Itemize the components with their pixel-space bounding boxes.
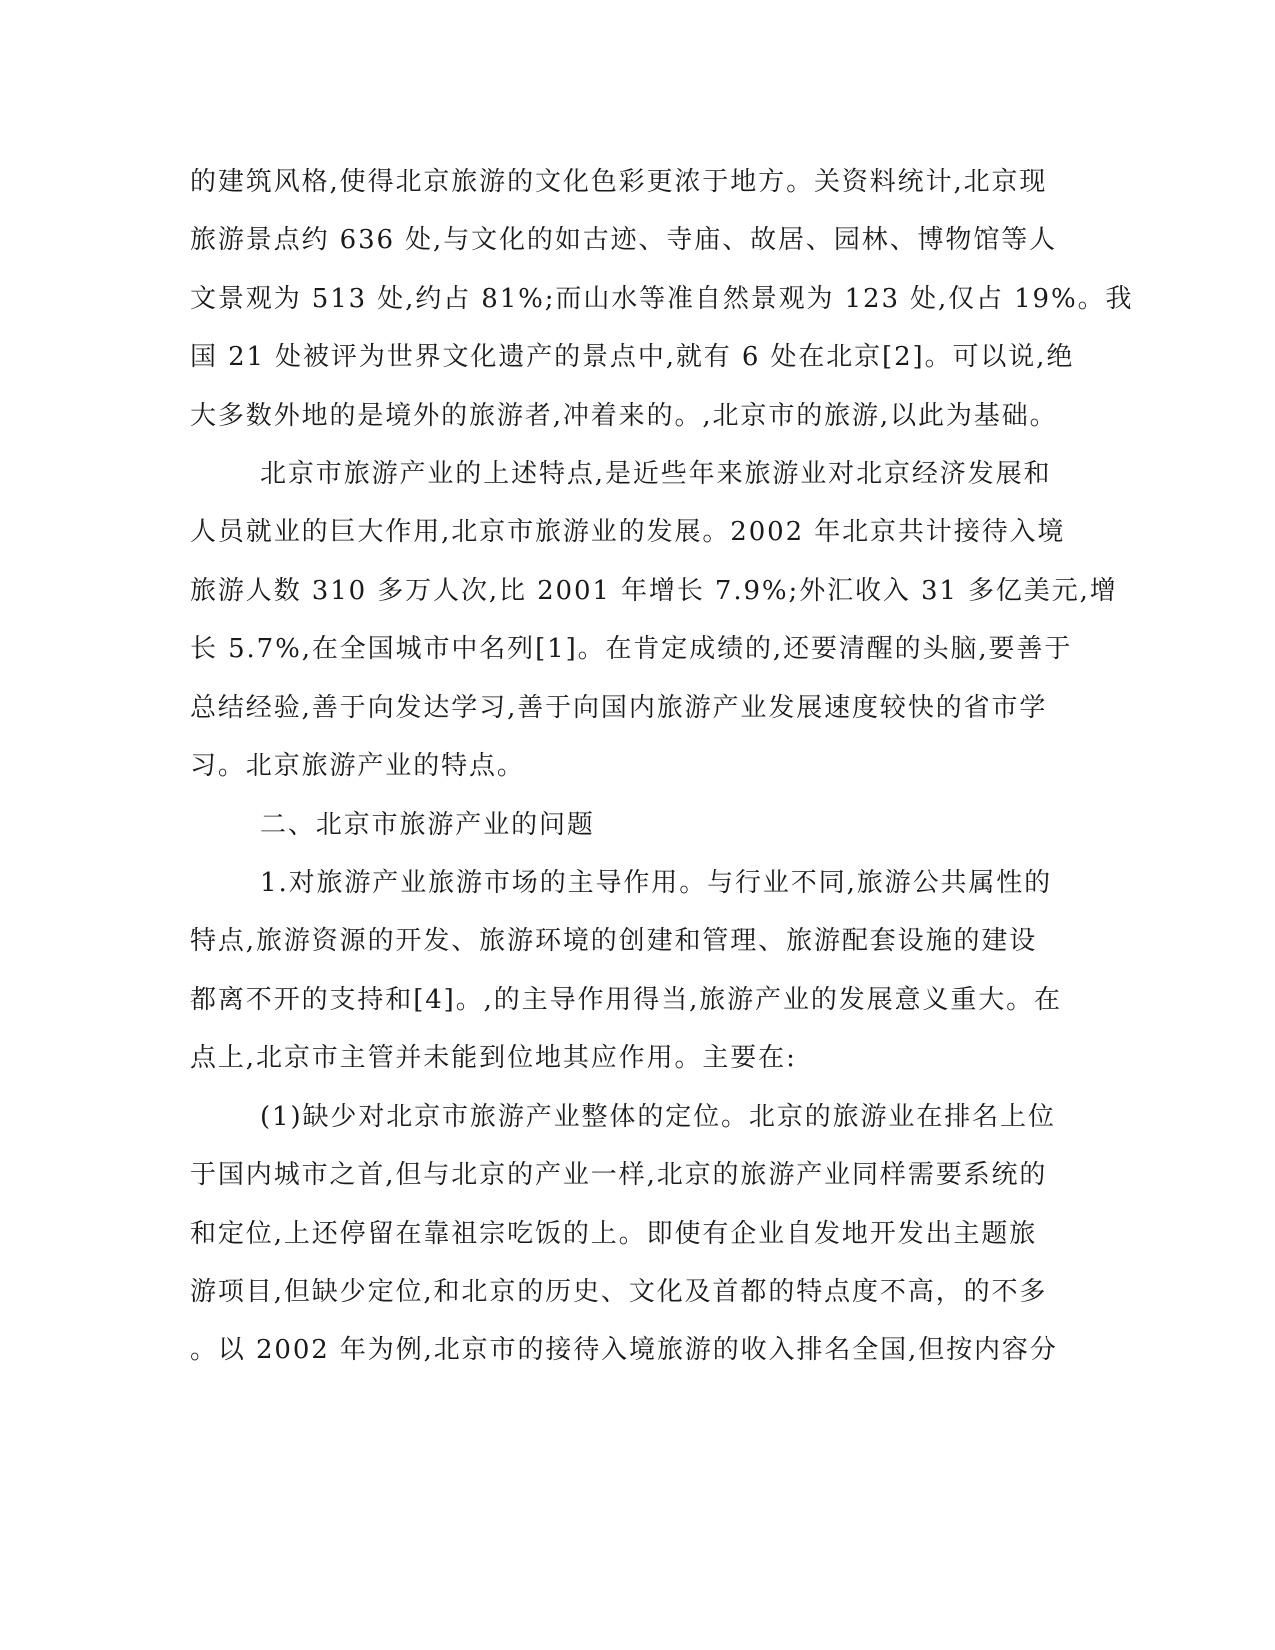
- section-heading: 二、北京市旅游产业的问题: [260, 810, 595, 840]
- text-line: 点上,北京市主管并未能到位地其应作用。主要在:: [190, 1043, 797, 1073]
- paragraph-first-line: 1.对旅游产业旅游市场的主导作用。与行业不同,旅游公共属性的: [260, 868, 1053, 898]
- text-line: 大多数外地的是境外的旅游者,冲着来的。,北京市的旅游,以此为基础。: [190, 401, 1058, 431]
- text-line: 特点,旅游资源的开发、旅游环境的创建和管理、旅游配套设施的建设: [190, 926, 1038, 956]
- text-line: 国 21 处被评为世界文化遗产的景点中,就有 6 处在北京[2]。可以说,绝: [190, 342, 1075, 372]
- text-line: 习。北京旅游产业的特点。: [190, 751, 525, 781]
- text-line: 于国内城市之首,但与北京的产业一样,北京的旅游产业同样需要系统的: [190, 1160, 1048, 1190]
- text-line: 和定位,上还停留在靠祖宗吃饭的上。即使有企业自发地开发出主题旅: [190, 1219, 1038, 1249]
- text-line: 游项目,但缺少定位,和北京的历史、文化及首都的特点度不高，的不多: [190, 1277, 1048, 1307]
- text-line: 旅游景点约 636 处,与文化的如古迹、寺庙、故居、园林、博物馆等人: [190, 225, 1058, 255]
- text-line: 旅游人数 310 多万人次,比 2001 年增长 7.9%;外汇收入 31 多亿美元,增: [190, 576, 1118, 606]
- text-line: 总结经验,善于向发达学习,善于向国内旅游产业发展速度较快的省市学: [190, 693, 1048, 723]
- text-line: 。以 2002 年为例,北京市的接待入境旅游的收入排名全国,但按内容分: [190, 1335, 1058, 1365]
- paragraph-first-line: (1)缺少对北京市旅游产业整体的定位。北京的旅游业在排名上位: [260, 1102, 1056, 1132]
- text-line: 的建筑风格,使得北京旅游的文化色彩更浓于地方。关资料统计,北京现: [190, 167, 1048, 197]
- text-line: 都离不开的支持和[4]。,的主导作用得当,旅游产业的发展意义重大。在: [190, 985, 1062, 1015]
- text-line: 文景观为 513 处,约占 81%;而山水等准自然景观为 123 处,仅占 19%。我: [190, 284, 1134, 314]
- text-line: 长 5.7%,在全国城市中名列[1]。在肯定成绩的,还要清醒的头脑,要善于: [190, 634, 1073, 664]
- paragraph-first-line: 北京市旅游产业的上述特点,是近些年来旅游业对北京经济发展和: [260, 459, 1052, 489]
- text-line: 人员就业的巨大作用,北京市旅游业的发展。2002 年北京共计接待入境: [190, 517, 1066, 547]
